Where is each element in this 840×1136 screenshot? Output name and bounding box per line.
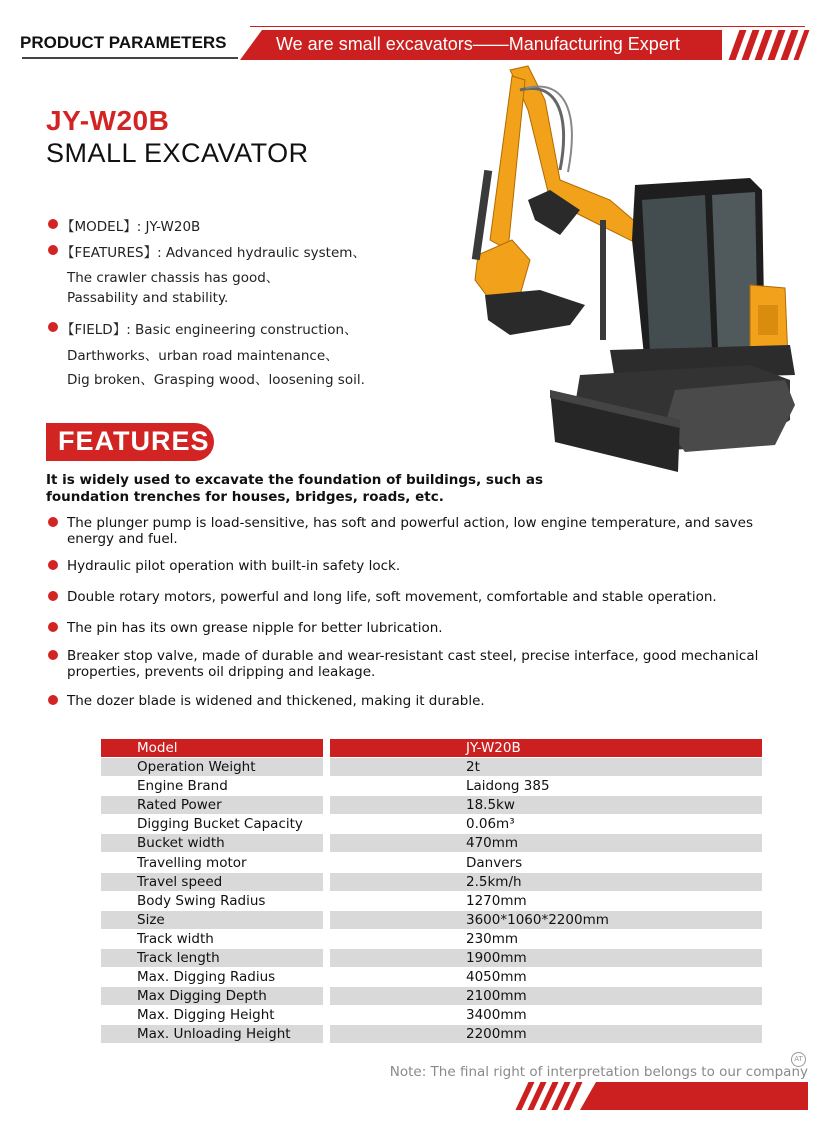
table-cell-label: Travelling motor bbox=[137, 854, 247, 871]
table-cell-label: Digging Bucket Capacity bbox=[137, 816, 303, 833]
bullet-dot bbox=[48, 622, 58, 632]
spec-table bbox=[101, 739, 762, 1045]
feature-item: The pin has its own grease nipple for better lubrication. bbox=[67, 620, 443, 636]
header-banner-text: We are small excavators——Manufacturing Expert bbox=[276, 34, 680, 54]
spec-field-line: 【FIELD】: Basic engineering construction、 bbox=[61, 322, 358, 338]
table-cell-value: 2200mm bbox=[466, 1026, 527, 1043]
table-cell-value: 3400mm bbox=[466, 1007, 527, 1024]
table-row bbox=[101, 777, 762, 796]
table-header-row bbox=[101, 739, 762, 758]
table-cell-label: Model bbox=[137, 740, 178, 756]
features-intro: It is widely used to excavate the foundation of buildings, such as foundation trenches for houses, bridges, roads, etc. bbox=[46, 472, 544, 505]
spec-model: 【MODEL】: JY-W20B bbox=[61, 219, 201, 235]
table-cell-value: 230mm bbox=[466, 930, 519, 947]
bullet-dot bbox=[48, 517, 58, 527]
spec-features-line: Passability and stability. bbox=[67, 290, 229, 306]
table-row bbox=[101, 949, 762, 968]
table-row bbox=[101, 930, 762, 949]
table-cell-value: 2.5km/h bbox=[466, 873, 522, 890]
table-cell-value: 470mm bbox=[466, 835, 519, 852]
model-title: JY-W20B bbox=[46, 105, 170, 136]
table-row bbox=[101, 815, 762, 834]
model-subtitle: SMALL EXCAVATOR bbox=[46, 138, 309, 168]
table-row bbox=[101, 796, 762, 815]
spec-field-line: Dig broken、Grasping wood、loosening soil. bbox=[67, 372, 365, 388]
table-cell-value: 3600*1060*2200mm bbox=[466, 911, 609, 928]
table-cell-label: Track width bbox=[137, 930, 214, 947]
table-row bbox=[101, 968, 762, 987]
table-row bbox=[101, 834, 762, 853]
features-banner-title: FEATURES bbox=[58, 426, 210, 456]
bullet-dot bbox=[48, 560, 58, 570]
table-cell-label: Max. Digging Radius bbox=[137, 969, 276, 986]
table-row bbox=[101, 1006, 762, 1025]
table-cell-label: Bucket width bbox=[137, 835, 225, 852]
table-cell-value: 2t bbox=[466, 759, 480, 776]
bullet-dot bbox=[48, 245, 58, 255]
bullet-dot bbox=[48, 650, 58, 660]
table-cell-label: Rated Power bbox=[137, 797, 222, 814]
table-row bbox=[101, 1025, 762, 1044]
bullet-dot bbox=[48, 322, 58, 332]
table-cell-label: Travel speed bbox=[137, 873, 223, 890]
table-cell-label: Max. Digging Height bbox=[137, 1007, 275, 1024]
table-cell-label: Track length bbox=[137, 950, 220, 967]
feature-item: The plunger pump is load-sensitive, has soft and powerful action, low engine temperature, and saves energy and fuel. bbox=[67, 515, 753, 547]
table-cell-value: 1270mm bbox=[466, 892, 527, 909]
table-cell-value: 4050mm bbox=[466, 969, 527, 986]
table-cell-value: 0.06m³ bbox=[466, 816, 515, 833]
bullet-dot bbox=[48, 695, 58, 705]
header-left-title: PRODUCT PARAMETERS bbox=[20, 33, 227, 52]
table-row bbox=[101, 987, 762, 1006]
spec-features-line: 【FEATURES】: Advanced hydraulic system、 bbox=[61, 245, 366, 261]
table-row bbox=[101, 892, 762, 911]
feature-item: Hydraulic pilot operation with built-in safety lock. bbox=[67, 558, 401, 574]
table-cell-label: Body Swing Radius bbox=[137, 892, 266, 909]
spec-features-line: The crawler chassis has good、 bbox=[67, 270, 280, 286]
table-row bbox=[101, 873, 762, 892]
header-top-rule bbox=[250, 26, 805, 27]
excavator-image bbox=[450, 60, 800, 480]
bullet-dot bbox=[48, 219, 58, 229]
table-cell-value: Danvers bbox=[466, 854, 523, 871]
table-cell-label: Engine Brand bbox=[137, 778, 228, 795]
table-cell-value: 2100mm bbox=[466, 988, 527, 1005]
table-cell-label: Max Digging Depth bbox=[137, 988, 267, 1005]
spec-field-line: Darthworks、urban road maintenance、 bbox=[67, 348, 339, 364]
table-row bbox=[101, 758, 762, 777]
footer-bar bbox=[580, 1082, 808, 1110]
bullet-dot bbox=[48, 591, 58, 601]
header-underline bbox=[22, 57, 238, 59]
table-cell-label: Size bbox=[137, 911, 165, 928]
table-cell-label: Max. Unloading Height bbox=[137, 1026, 291, 1043]
table-cell-value: JY-W20B bbox=[466, 740, 521, 756]
feature-item: The dozer blade is widened and thickened, making it durable. bbox=[67, 693, 485, 709]
table-cell-value: 1900mm bbox=[466, 950, 527, 967]
table-cell-label: Operation Weight bbox=[137, 759, 256, 776]
feature-item: Double rotary motors, powerful and long life, soft movement, comfortable and stable operation. bbox=[67, 589, 717, 605]
footer-note: Note: The final right of interpretation belongs to our company bbox=[389, 1064, 808, 1080]
table-row bbox=[101, 854, 762, 873]
table-cell-value: Laidong 385 bbox=[466, 778, 550, 795]
table-row bbox=[101, 911, 762, 930]
at-badge-icon: AT bbox=[791, 1052, 806, 1067]
table-cell-value: 18.5kw bbox=[466, 797, 515, 814]
feature-item: Breaker stop valve, made of durable and wear-resistant cast steel, precise interface, good mechanical properties, prevents oil dripping and leakage. bbox=[67, 648, 759, 680]
